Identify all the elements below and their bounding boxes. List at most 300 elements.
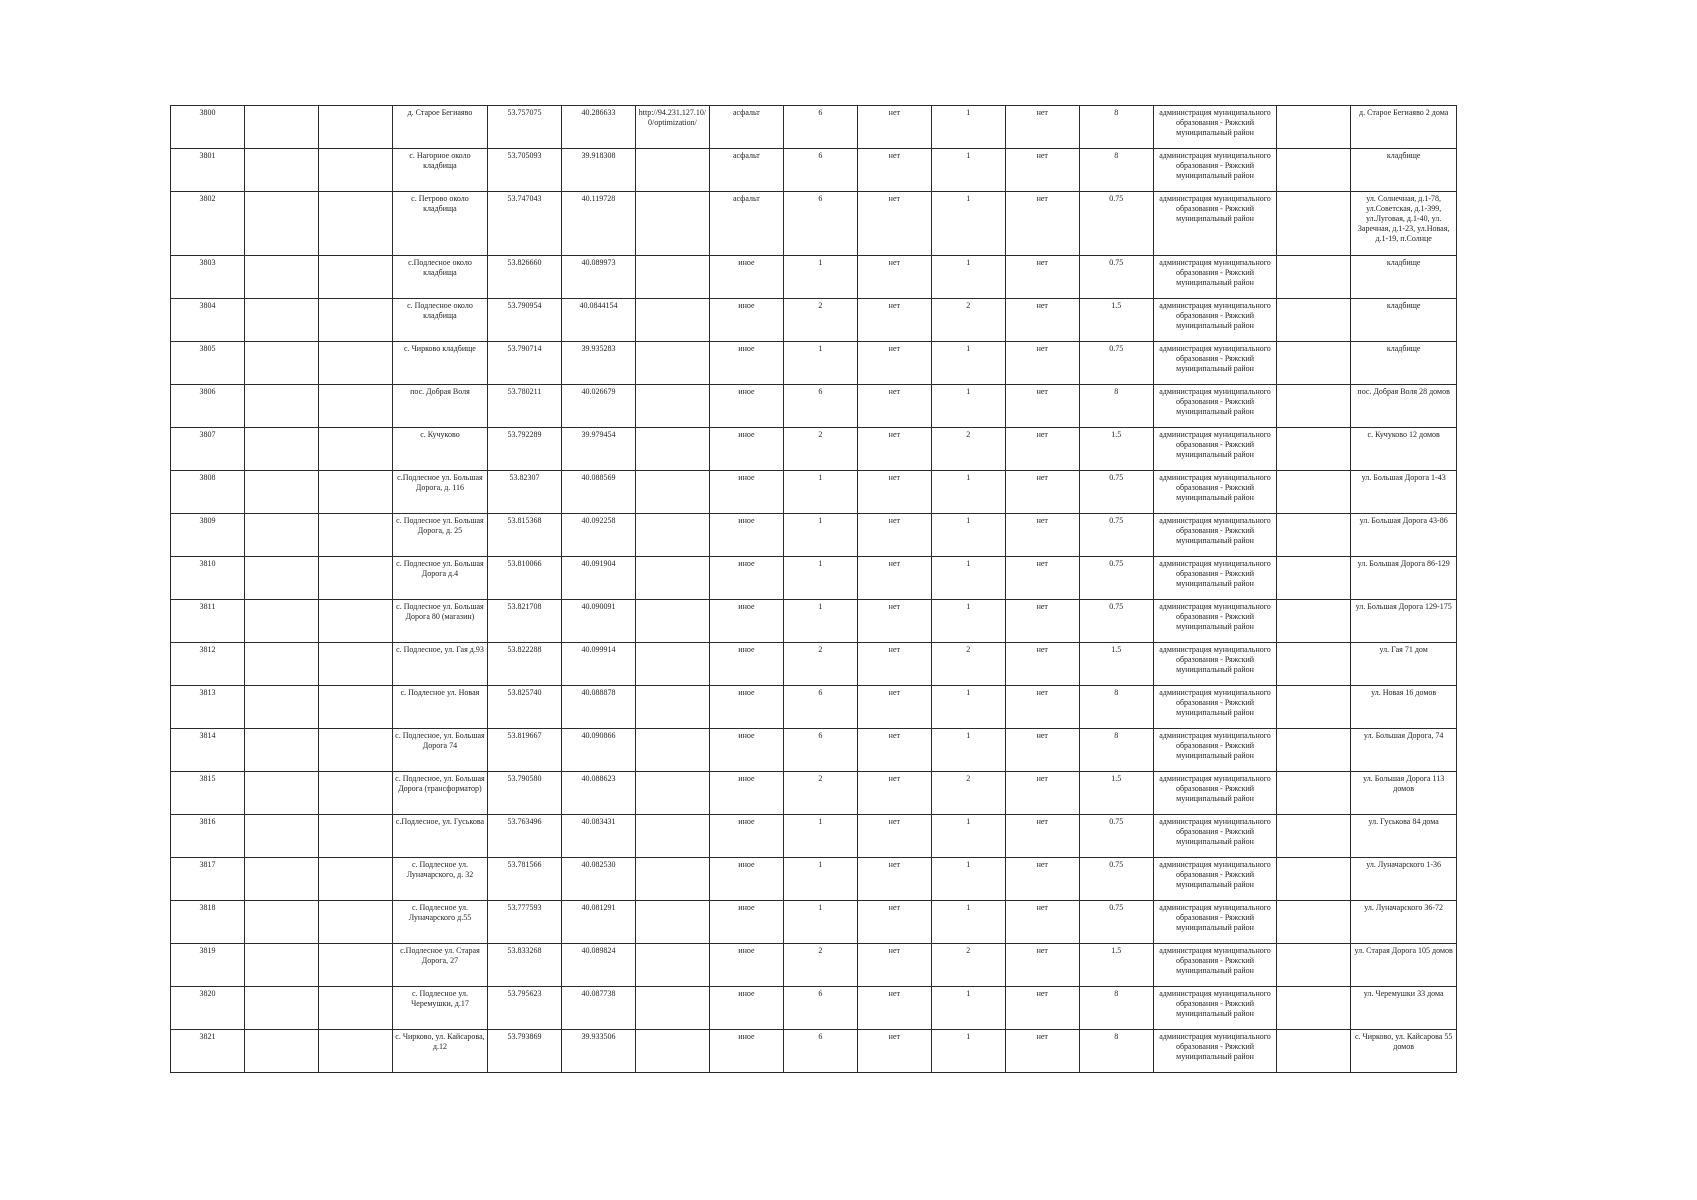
waste-source-cell: ул. Старая Дорога 105 домов bbox=[1351, 944, 1457, 987]
row-number-cell: 3819 bbox=[171, 944, 245, 987]
table-row bbox=[171, 557, 1457, 600]
area-cell: 6 bbox=[783, 106, 857, 149]
cover-cell: нет bbox=[1005, 342, 1079, 385]
fence-cell: нет bbox=[857, 729, 931, 772]
empty-cell bbox=[318, 729, 392, 772]
volume-cell: 1.5 bbox=[1079, 643, 1153, 686]
empty-cell bbox=[1277, 385, 1351, 428]
table-row bbox=[171, 149, 1457, 192]
table-row bbox=[171, 471, 1457, 514]
empty-cell bbox=[1277, 514, 1351, 557]
volume-cell: 8 bbox=[1079, 1030, 1153, 1073]
empty-cell bbox=[244, 256, 318, 299]
empty-cell bbox=[1277, 858, 1351, 901]
table-row bbox=[171, 342, 1457, 385]
link-cell bbox=[635, 987, 709, 1030]
longitude-cell: 40.089973 bbox=[561, 256, 635, 299]
container-count-cell: 1 bbox=[931, 686, 1005, 729]
empty-cell bbox=[318, 772, 392, 815]
latitude-cell: 53.815368 bbox=[488, 514, 562, 557]
fence-cell: нет bbox=[857, 858, 931, 901]
surface-cell: иное bbox=[709, 428, 783, 471]
empty-cell bbox=[1277, 192, 1351, 256]
link-cell bbox=[635, 858, 709, 901]
owner-cell: администрация муниципального образования - Ряжский муниципальный район bbox=[1153, 643, 1277, 686]
address-cell: с. Подлесное, ул. Большая Дорога 74 bbox=[392, 729, 487, 772]
empty-cell bbox=[1277, 342, 1351, 385]
longitude-cell: 39.979454 bbox=[561, 428, 635, 471]
table-row bbox=[171, 106, 1457, 149]
fence-cell: нет bbox=[857, 342, 931, 385]
empty-cell bbox=[318, 149, 392, 192]
surface-cell: иное bbox=[709, 686, 783, 729]
longitude-cell: 40.089824 bbox=[561, 944, 635, 987]
owner-cell: администрация муниципального образования - Ряжский муниципальный район bbox=[1153, 901, 1277, 944]
empty-cell bbox=[318, 192, 392, 256]
row-number-cell: 3806 bbox=[171, 385, 245, 428]
fence-cell: нет bbox=[857, 514, 931, 557]
row-number-cell: 3817 bbox=[171, 858, 245, 901]
empty-cell bbox=[244, 299, 318, 342]
longitude-cell: 40.081291 bbox=[561, 901, 635, 944]
waste-source-cell: с. Кучуково 12 домов bbox=[1351, 428, 1457, 471]
table-row bbox=[171, 256, 1457, 299]
address-cell: с. Подлесное, ул. Большая Дорога (трансформатор) bbox=[392, 772, 487, 815]
address-cell: с. Подлесное ул. Луначарского д.55 bbox=[392, 901, 487, 944]
volume-cell: 8 bbox=[1079, 385, 1153, 428]
empty-cell bbox=[244, 944, 318, 987]
empty-cell bbox=[244, 772, 318, 815]
volume-cell: 8 bbox=[1079, 106, 1153, 149]
volume-cell: 0.75 bbox=[1079, 901, 1153, 944]
link-cell bbox=[635, 471, 709, 514]
area-cell: 2 bbox=[783, 428, 857, 471]
empty-cell bbox=[318, 815, 392, 858]
row-number-cell: 3813 bbox=[171, 686, 245, 729]
latitude-cell: 53.822288 bbox=[488, 643, 562, 686]
address-cell: с.Подлесное около кладбища bbox=[392, 256, 487, 299]
table-row bbox=[171, 514, 1457, 557]
latitude-cell: 53.793869 bbox=[488, 1030, 562, 1073]
volume-cell: 1.5 bbox=[1079, 428, 1153, 471]
latitude-cell: 53.763496 bbox=[488, 815, 562, 858]
link-cell bbox=[635, 901, 709, 944]
cover-cell: нет bbox=[1005, 901, 1079, 944]
latitude-cell: 53.781566 bbox=[488, 858, 562, 901]
address-cell: с. Подлесное ул. Черемушки, д.17 bbox=[392, 987, 487, 1030]
volume-cell: 0.75 bbox=[1079, 815, 1153, 858]
container-count-cell: 1 bbox=[931, 729, 1005, 772]
surface-cell: иное bbox=[709, 901, 783, 944]
volume-cell: 0.75 bbox=[1079, 471, 1153, 514]
empty-cell bbox=[318, 299, 392, 342]
surface-cell: иное bbox=[709, 729, 783, 772]
fence-cell: нет bbox=[857, 901, 931, 944]
address-cell: с. Подлесное ул. Новая bbox=[392, 686, 487, 729]
link-cell bbox=[635, 1030, 709, 1073]
container-count-cell: 2 bbox=[931, 944, 1005, 987]
empty-cell bbox=[1277, 1030, 1351, 1073]
volume-cell: 0.75 bbox=[1079, 192, 1153, 256]
cover-cell: нет bbox=[1005, 149, 1079, 192]
volume-cell: 8 bbox=[1079, 987, 1153, 1030]
surface-cell: иное bbox=[709, 944, 783, 987]
owner-cell: администрация муниципального образования - Ряжский муниципальный район bbox=[1153, 428, 1277, 471]
row-number-cell: 3801 bbox=[171, 149, 245, 192]
waste-source-cell: ул. Новая 16 домов bbox=[1351, 686, 1457, 729]
latitude-cell: 53.810066 bbox=[488, 557, 562, 600]
table-row bbox=[171, 944, 1457, 987]
link-cell bbox=[635, 514, 709, 557]
area-cell: 1 bbox=[783, 256, 857, 299]
cover-cell: нет bbox=[1005, 815, 1079, 858]
address-cell: с. Подлесное ул. Большая Дорога 80 (магазин) bbox=[392, 600, 487, 643]
empty-cell bbox=[318, 557, 392, 600]
fence-cell: нет bbox=[857, 772, 931, 815]
longitude-cell: 39.935283 bbox=[561, 342, 635, 385]
row-number-cell: 3804 bbox=[171, 299, 245, 342]
surface-cell: асфальт bbox=[709, 106, 783, 149]
empty-cell bbox=[318, 342, 392, 385]
table-row bbox=[171, 1030, 1457, 1073]
owner-cell: администрация муниципального образования - Ряжский муниципальный район bbox=[1153, 514, 1277, 557]
address-cell: с. Подлесное ул. Луначарского, д. 32 bbox=[392, 858, 487, 901]
table-row bbox=[171, 815, 1457, 858]
table-row bbox=[171, 299, 1457, 342]
row-number-cell: 3816 bbox=[171, 815, 245, 858]
link-cell bbox=[635, 557, 709, 600]
cover-cell: нет bbox=[1005, 772, 1079, 815]
container-count-cell: 1 bbox=[931, 815, 1005, 858]
empty-cell bbox=[318, 944, 392, 987]
area-cell: 1 bbox=[783, 514, 857, 557]
cover-cell: нет bbox=[1005, 192, 1079, 256]
empty-cell bbox=[1277, 149, 1351, 192]
latitude-cell: 53.790954 bbox=[488, 299, 562, 342]
fence-cell: нет bbox=[857, 106, 931, 149]
longitude-cell: 40.088878 bbox=[561, 686, 635, 729]
link-cell bbox=[635, 299, 709, 342]
fence-cell: нет bbox=[857, 192, 931, 256]
area-cell: 6 bbox=[783, 987, 857, 1030]
owner-cell: администрация муниципального образования - Ряжский муниципальный район bbox=[1153, 600, 1277, 643]
waste-source-cell: кладбище bbox=[1351, 149, 1457, 192]
fence-cell: нет bbox=[857, 815, 931, 858]
longitude-cell: 40.082530 bbox=[561, 858, 635, 901]
surface-cell: иное bbox=[709, 643, 783, 686]
container-count-cell: 1 bbox=[931, 385, 1005, 428]
waste-source-cell: кладбище bbox=[1351, 299, 1457, 342]
empty-cell bbox=[244, 385, 318, 428]
latitude-cell: 53.795623 bbox=[488, 987, 562, 1030]
address-cell: с. Подлесное около кладбища bbox=[392, 299, 487, 342]
owner-cell: администрация муниципального образования - Ряжский муниципальный район bbox=[1153, 858, 1277, 901]
longitude-cell: 40.119728 bbox=[561, 192, 635, 256]
empty-cell bbox=[318, 858, 392, 901]
container-count-cell: 1 bbox=[931, 987, 1005, 1030]
owner-cell: администрация муниципального образования - Ряжский муниципальный район bbox=[1153, 987, 1277, 1030]
area-cell: 2 bbox=[783, 643, 857, 686]
area-cell: 6 bbox=[783, 192, 857, 256]
address-cell: с. Нагорное около кладбища bbox=[392, 149, 487, 192]
link-cell bbox=[635, 342, 709, 385]
empty-cell bbox=[1277, 428, 1351, 471]
latitude-cell: 53.705093 bbox=[488, 149, 562, 192]
link-cell bbox=[635, 192, 709, 256]
link-cell bbox=[635, 815, 709, 858]
latitude-cell: 53.833268 bbox=[488, 944, 562, 987]
area-cell: 2 bbox=[783, 299, 857, 342]
waste-source-cell: ул. Черемушки 33 дома bbox=[1351, 987, 1457, 1030]
empty-cell bbox=[244, 106, 318, 149]
waste-source-cell: ул. Луначарского 36-72 bbox=[1351, 901, 1457, 944]
latitude-cell: 53.747043 bbox=[488, 192, 562, 256]
waste-source-cell: с. Чирково, ул. Кайсарова 55 домов bbox=[1351, 1030, 1457, 1073]
address-cell: с.Подлесное ул. Большая Дорога, д. 116 bbox=[392, 471, 487, 514]
empty-cell bbox=[1277, 772, 1351, 815]
fence-cell: нет bbox=[857, 987, 931, 1030]
owner-cell: администрация муниципального образования - Ряжский муниципальный район bbox=[1153, 944, 1277, 987]
area-cell: 1 bbox=[783, 342, 857, 385]
fence-cell: нет bbox=[857, 557, 931, 600]
row-number-cell: 3809 bbox=[171, 514, 245, 557]
empty-cell bbox=[1277, 729, 1351, 772]
longitude-cell: 40.087738 bbox=[561, 987, 635, 1030]
empty-cell bbox=[318, 106, 392, 149]
surface-cell: иное bbox=[709, 600, 783, 643]
empty-cell bbox=[244, 342, 318, 385]
empty-cell bbox=[318, 643, 392, 686]
empty-cell bbox=[1277, 987, 1351, 1030]
empty-cell bbox=[1277, 944, 1351, 987]
fence-cell: нет bbox=[857, 385, 931, 428]
address-cell: с. Кучуково bbox=[392, 428, 487, 471]
cover-cell: нет bbox=[1005, 944, 1079, 987]
empty-cell bbox=[1277, 643, 1351, 686]
fence-cell: нет bbox=[857, 944, 931, 987]
cover-cell: нет bbox=[1005, 600, 1079, 643]
empty-cell bbox=[1277, 256, 1351, 299]
owner-cell: администрация муниципального образования - Ряжский муниципальный район bbox=[1153, 192, 1277, 256]
container-count-cell: 2 bbox=[931, 643, 1005, 686]
row-number-cell: 3815 bbox=[171, 772, 245, 815]
link-cell bbox=[635, 729, 709, 772]
waste-source-cell: кладбище bbox=[1351, 342, 1457, 385]
cover-cell: нет bbox=[1005, 1030, 1079, 1073]
surface-cell: иное bbox=[709, 987, 783, 1030]
owner-cell: администрация муниципального образования - Ряжский муниципальный район bbox=[1153, 772, 1277, 815]
longitude-cell: 40.090091 bbox=[561, 600, 635, 643]
link-cell bbox=[635, 772, 709, 815]
cover-cell: нет bbox=[1005, 106, 1079, 149]
empty-cell bbox=[244, 987, 318, 1030]
waste-source-cell: ул. Луначарского 1-36 bbox=[1351, 858, 1457, 901]
address-cell: с.Подлесное, ул. Гуськова bbox=[392, 815, 487, 858]
volume-cell: 8 bbox=[1079, 729, 1153, 772]
latitude-cell: 53.826660 bbox=[488, 256, 562, 299]
owner-cell: администрация муниципального образования - Ряжский муниципальный район bbox=[1153, 299, 1277, 342]
volume-cell: 0.75 bbox=[1079, 557, 1153, 600]
latitude-cell: 53.821708 bbox=[488, 600, 562, 643]
empty-cell bbox=[318, 514, 392, 557]
waste-source-cell: ул. Большая Дорога, 74 bbox=[1351, 729, 1457, 772]
longitude-cell: 40.026679 bbox=[561, 385, 635, 428]
waste-source-cell: ул. Большая Дорога 86-129 bbox=[1351, 557, 1457, 600]
container-count-cell: 1 bbox=[931, 471, 1005, 514]
empty-cell bbox=[1277, 901, 1351, 944]
surface-cell: иное bbox=[709, 858, 783, 901]
table-row bbox=[171, 686, 1457, 729]
area-cell: 6 bbox=[783, 686, 857, 729]
volume-cell: 1.5 bbox=[1079, 944, 1153, 987]
table-row bbox=[171, 772, 1457, 815]
longitude-cell: 39.933506 bbox=[561, 1030, 635, 1073]
empty-cell bbox=[244, 901, 318, 944]
address-cell: с. Чирково кладбище bbox=[392, 342, 487, 385]
empty-cell bbox=[244, 1030, 318, 1073]
address-cell: пос. Добрая Воля bbox=[392, 385, 487, 428]
link-cell bbox=[635, 149, 709, 192]
waste-source-cell: кладбище bbox=[1351, 256, 1457, 299]
row-number-cell: 3820 bbox=[171, 987, 245, 1030]
surface-cell: иное bbox=[709, 557, 783, 600]
address-cell: с. Подлесное ул. Большая Дорога д.4 bbox=[392, 557, 487, 600]
container-count-cell: 2 bbox=[931, 772, 1005, 815]
fence-cell: нет bbox=[857, 1030, 931, 1073]
cover-cell: нет bbox=[1005, 385, 1079, 428]
waste-source-cell: д. Старое Бегиаяво 2 дома bbox=[1351, 106, 1457, 149]
latitude-cell: 53.790714 bbox=[488, 342, 562, 385]
volume-cell: 1.5 bbox=[1079, 299, 1153, 342]
waste-source-cell: ул. Гуськова 84 дома bbox=[1351, 815, 1457, 858]
empty-cell bbox=[244, 471, 318, 514]
empty-cell bbox=[244, 815, 318, 858]
empty-cell bbox=[318, 686, 392, 729]
surface-cell: иное bbox=[709, 772, 783, 815]
container-count-cell: 2 bbox=[931, 428, 1005, 471]
empty-cell bbox=[318, 600, 392, 643]
empty-cell bbox=[244, 643, 318, 686]
latitude-cell: 53.780211 bbox=[488, 385, 562, 428]
longitude-cell: 40.286633 bbox=[561, 106, 635, 149]
owner-cell: администрация муниципального образования - Ряжский муниципальный район bbox=[1153, 149, 1277, 192]
cover-cell: нет bbox=[1005, 514, 1079, 557]
longitude-cell: 40.091904 bbox=[561, 557, 635, 600]
register-sheet bbox=[170, 105, 1457, 1088]
fence-cell: нет bbox=[857, 149, 931, 192]
surface-cell: иное bbox=[709, 815, 783, 858]
link-cell bbox=[635, 600, 709, 643]
empty-cell bbox=[318, 987, 392, 1030]
waste-source-cell: ул. Солнечная, д.1-78, ул.Советская, д.1-399, ул.Луговая, д.1-40, ул. Заречная, д.1-23, ул.Новая, д.1-19, п.Солнце bbox=[1351, 192, 1457, 256]
waste-source-cell: ул. Большая Дорога 129-175 bbox=[1351, 600, 1457, 643]
area-cell: 1 bbox=[783, 901, 857, 944]
link-cell bbox=[635, 385, 709, 428]
empty-cell bbox=[244, 600, 318, 643]
owner-cell: администрация муниципального образования - Ряжский муниципальный район bbox=[1153, 686, 1277, 729]
cover-cell: нет bbox=[1005, 256, 1079, 299]
owner-cell: администрация муниципального образования - Ряжский муниципальный район bbox=[1153, 106, 1277, 149]
empty-cell bbox=[244, 149, 318, 192]
link-cell bbox=[635, 944, 709, 987]
latitude-cell: 53.819667 bbox=[488, 729, 562, 772]
area-cell: 1 bbox=[783, 557, 857, 600]
cover-cell: нет bbox=[1005, 729, 1079, 772]
area-cell: 1 bbox=[783, 600, 857, 643]
table-row bbox=[171, 729, 1457, 772]
container-count-cell: 1 bbox=[931, 901, 1005, 944]
surface-cell: иное bbox=[709, 514, 783, 557]
row-number-cell: 3803 bbox=[171, 256, 245, 299]
cover-cell: нет bbox=[1005, 987, 1079, 1030]
latitude-cell: 53.792289 bbox=[488, 428, 562, 471]
waste-sites-table bbox=[170, 105, 1457, 1073]
area-cell: 1 bbox=[783, 858, 857, 901]
table-row bbox=[171, 385, 1457, 428]
empty-cell bbox=[318, 901, 392, 944]
area-cell: 6 bbox=[783, 729, 857, 772]
row-number-cell: 3805 bbox=[171, 342, 245, 385]
waste-source-cell: ул. Гая 71 дом bbox=[1351, 643, 1457, 686]
cover-cell: нет bbox=[1005, 557, 1079, 600]
address-cell: с. Подлесное, ул. Гая д.93 bbox=[392, 643, 487, 686]
empty-cell bbox=[1277, 686, 1351, 729]
surface-cell: иное bbox=[709, 471, 783, 514]
area-cell: 1 bbox=[783, 815, 857, 858]
latitude-cell: 53.757075 bbox=[488, 106, 562, 149]
address-cell: с.Подлесное ул. Старая Дорога, 27 bbox=[392, 944, 487, 987]
row-number-cell: 3810 bbox=[171, 557, 245, 600]
table-row bbox=[171, 600, 1457, 643]
table-row bbox=[171, 858, 1457, 901]
volume-cell: 8 bbox=[1079, 149, 1153, 192]
surface-cell: асфальт bbox=[709, 149, 783, 192]
longitude-cell: 40.099914 bbox=[561, 643, 635, 686]
surface-cell: иное bbox=[709, 342, 783, 385]
fence-cell: нет bbox=[857, 643, 931, 686]
waste-source-cell: ул. Большая Дорога 113 домов bbox=[1351, 772, 1457, 815]
container-count-cell: 1 bbox=[931, 149, 1005, 192]
surface-cell: иное bbox=[709, 385, 783, 428]
empty-cell bbox=[1277, 557, 1351, 600]
link-cell bbox=[635, 256, 709, 299]
container-count-cell: 2 bbox=[931, 299, 1005, 342]
area-cell: 2 bbox=[783, 944, 857, 987]
longitude-cell: 40.0844154 bbox=[561, 299, 635, 342]
empty-cell bbox=[318, 471, 392, 514]
container-count-cell: 1 bbox=[931, 600, 1005, 643]
table-row bbox=[171, 987, 1457, 1030]
longitude-cell: 40.092258 bbox=[561, 514, 635, 557]
table-row bbox=[171, 901, 1457, 944]
container-count-cell: 1 bbox=[931, 1030, 1005, 1073]
address-cell: с. Чирково, ул. Кайсарова, д.12 bbox=[392, 1030, 487, 1073]
volume-cell: 1.5 bbox=[1079, 772, 1153, 815]
fence-cell: нет bbox=[857, 471, 931, 514]
row-number-cell: 3802 bbox=[171, 192, 245, 256]
latitude-cell: 53.825740 bbox=[488, 686, 562, 729]
empty-cell bbox=[1277, 471, 1351, 514]
row-number-cell: 3812 bbox=[171, 643, 245, 686]
empty-cell bbox=[318, 256, 392, 299]
surface-cell: иное bbox=[709, 1030, 783, 1073]
owner-cell: администрация муниципального образования - Ряжский муниципальный район bbox=[1153, 471, 1277, 514]
volume-cell: 0.75 bbox=[1079, 514, 1153, 557]
cover-cell: нет bbox=[1005, 643, 1079, 686]
area-cell: 6 bbox=[783, 1030, 857, 1073]
empty-cell bbox=[1277, 106, 1351, 149]
longitude-cell: 40.090866 bbox=[561, 729, 635, 772]
